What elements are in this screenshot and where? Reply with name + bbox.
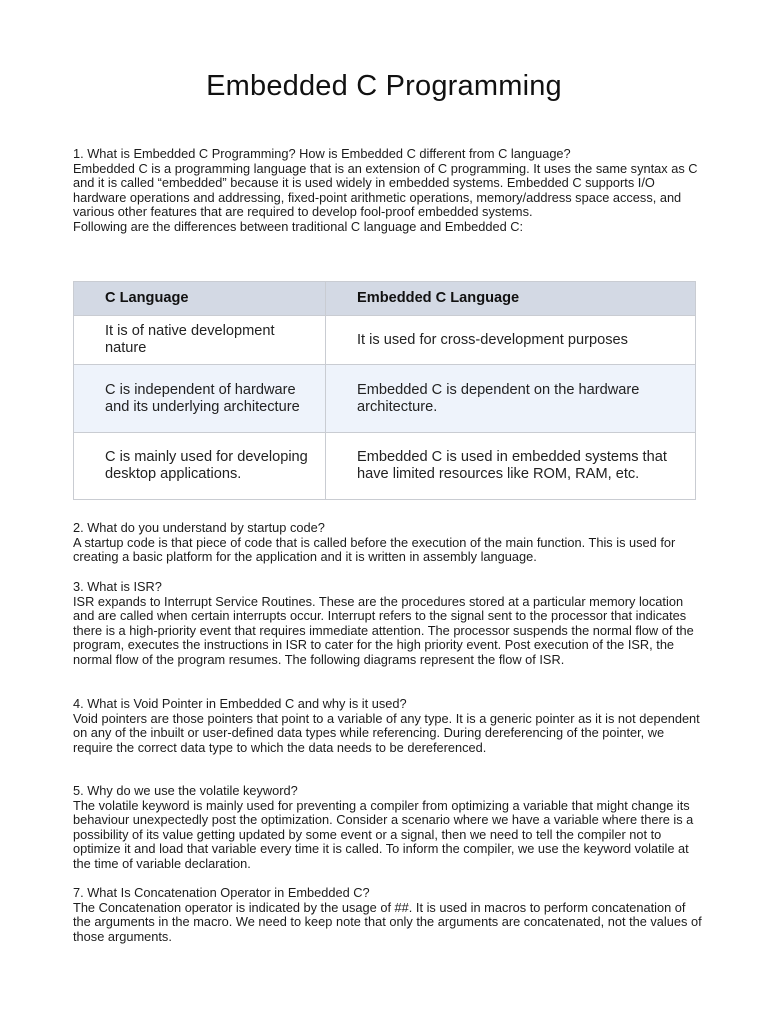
table-row [74,316,696,365]
section-void-pointer [73,697,705,755]
section-concatenation [73,886,705,944]
section-answer: The Concatenation operator is indicated by the usage of ##. It is used in macros to perform concatenation of the arguments in the macro. We need to keep note that only the arguments are concatenated, not the values of those arguments. [73,899,702,944]
section-question: 5. Why do we use the volatile keyword? [73,783,298,798]
section-startup-code [73,521,705,565]
section-question: 2. What do you understand by startup code? [73,520,325,535]
table-cell: It is used for cross-development purposes [326,316,696,365]
section-answer: The volatile keyword is mainly used for preventing a compiler from optimizing a variable that might change its behaviour unexpectedly post the optimization. Consider a scenario where we have a variable where there is a possibility of its value getting updated by some event or a signal, then we need to tell the compiler not to optimize it and load that variable every time it is called. To inform the compiler, we use the keyword volatile at the time of variable declaration. [73,797,694,871]
section-question: 4. What is Void Pointer in Embedded C and why is it used? [73,696,407,711]
table-cell: It is of native development nature [74,316,326,365]
section-question: 7. What Is Concatenation Operator in Embedded C? [73,885,370,900]
page-title: Embedded C Programming [206,70,562,102]
table-header-embedded-c: Embedded C Language [326,282,696,316]
section-isr [73,580,705,668]
intro-answer: Embedded C is a programming language that is an extension of C programming. It uses the same syntax as C and it is called “embedded” because it is used widely in embedded systems. Embedded C supports I/O hardware operations and addressing, fixed-point arithmetic operations, memory/address space access, and various other features that are required to develop fool-proof embedded systems. [73,160,698,220]
comparison-table [73,281,696,500]
section-volatile [73,784,705,872]
table-cell: Embedded C is dependent on the hardware architecture. [326,365,696,433]
section-question: 3. What is ISR? [73,579,162,594]
section-answer: Void pointers are those pointers that point to a variable of any type. It is a generic pointer as it is not dependent on any of the inbuilt or user-defined data types while referencing. During dereferencing of the pointer, we require the correct data type to which the data needs to be dereferenced. [73,710,700,755]
table-row [74,365,696,433]
table-cell: C is independent of hardware and its underlying architecture [74,365,326,433]
section-answer: ISR expands to Interrupt Service Routines. These are the procedures stored at a particular memory location and are called when certain interrupts occur. Interrupt refers to the signal sent to the processor that indicates there is a high-priority event that requires immediate attention. The processor suspends the normal flow of the program, executes the instructions in ISR to cater for the high priority event. Post execution of the ISR, the normal flow of the program resumes. The following diagrams represent the flow of ISR. [73,593,694,667]
intro-lead: Following are the differences between traditional C language and Embedded C: [73,218,524,234]
table-header-row [74,282,696,316]
intro-question: 1. What is Embedded C Programming? How is Embedded C different from C language? [73,146,571,161]
table-cell: C is mainly used for developing desktop applications. [74,433,326,500]
table-cell: Embedded C is used in embedded systems that have limited resources like ROM, RAM, etc. [326,433,696,500]
section-answer: A startup code is that piece of code that is called before the execution of the main function. This is used for creating a basic platform for the application and it is written in assembly language. [73,534,676,565]
table-header-c: C Language [74,282,326,316]
table-row [74,433,696,500]
intro-section [73,147,705,235]
